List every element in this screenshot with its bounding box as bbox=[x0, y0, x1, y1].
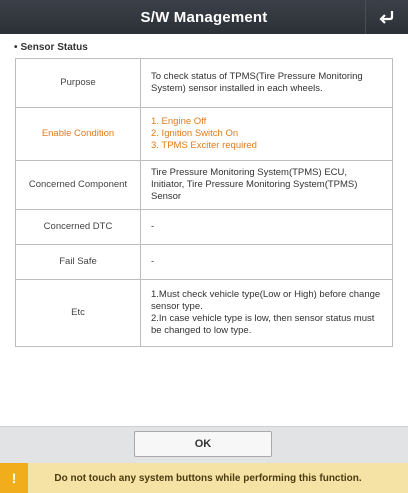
value-line: 2. Ignition Switch On bbox=[151, 128, 239, 139]
back-button[interactable] bbox=[365, 0, 408, 34]
value-line: To check status of TPMS(Tire Pressure Monitoring System) sensor installed in each wheels. bbox=[151, 71, 363, 94]
section-title bbox=[14, 42, 88, 53]
row-value bbox=[141, 108, 393, 161]
row-value bbox=[141, 59, 393, 108]
value-line: 3. TPMS Exciter required bbox=[151, 140, 257, 151]
value-line: Tire Pressure Monitoring System(TPMS) ECU, Initiator, Tire Pressure Monitoring System(TPMS) Sensor bbox=[151, 167, 358, 202]
table-row bbox=[16, 108, 393, 161]
row-value bbox=[141, 280, 393, 347]
value-line: 1. Engine Off bbox=[151, 116, 207, 127]
table-row bbox=[16, 161, 393, 210]
value-line: - bbox=[151, 221, 155, 232]
row-label: Enable Condition bbox=[16, 108, 141, 161]
row-label: Fail Safe bbox=[16, 245, 141, 280]
sensor-status-table bbox=[15, 58, 393, 347]
section-title-text: Sensor Status bbox=[20, 42, 88, 53]
row-label: Concerned DTC bbox=[16, 210, 141, 245]
warning-banner bbox=[0, 463, 408, 493]
warning-text: Do not touch any system buttons while performing this function. bbox=[54, 472, 362, 484]
table-row bbox=[16, 280, 393, 347]
warning-icon: ! bbox=[0, 463, 28, 493]
value-line: 1.Must check vehicle type(Low or High) before change sensor type. bbox=[151, 289, 381, 312]
title-bar bbox=[0, 0, 408, 34]
value-line: - bbox=[151, 256, 155, 267]
row-label: Purpose bbox=[16, 59, 141, 108]
table-row bbox=[16, 59, 393, 108]
value-line: 2.In case vehicle type is low, then sensor status must be changed to low type. bbox=[151, 313, 375, 336]
row-label: Concerned Component bbox=[16, 161, 141, 210]
page-title: S/W Management bbox=[140, 8, 268, 26]
row-value bbox=[141, 161, 393, 210]
table-row bbox=[16, 210, 393, 245]
row-value bbox=[141, 210, 393, 245]
table-row bbox=[16, 245, 393, 280]
ok-button[interactable]: OK bbox=[134, 431, 272, 457]
row-label: Etc bbox=[16, 280, 141, 347]
row-value bbox=[141, 245, 393, 280]
section-bullet: • bbox=[14, 42, 18, 53]
return-arrow-icon bbox=[378, 9, 396, 25]
